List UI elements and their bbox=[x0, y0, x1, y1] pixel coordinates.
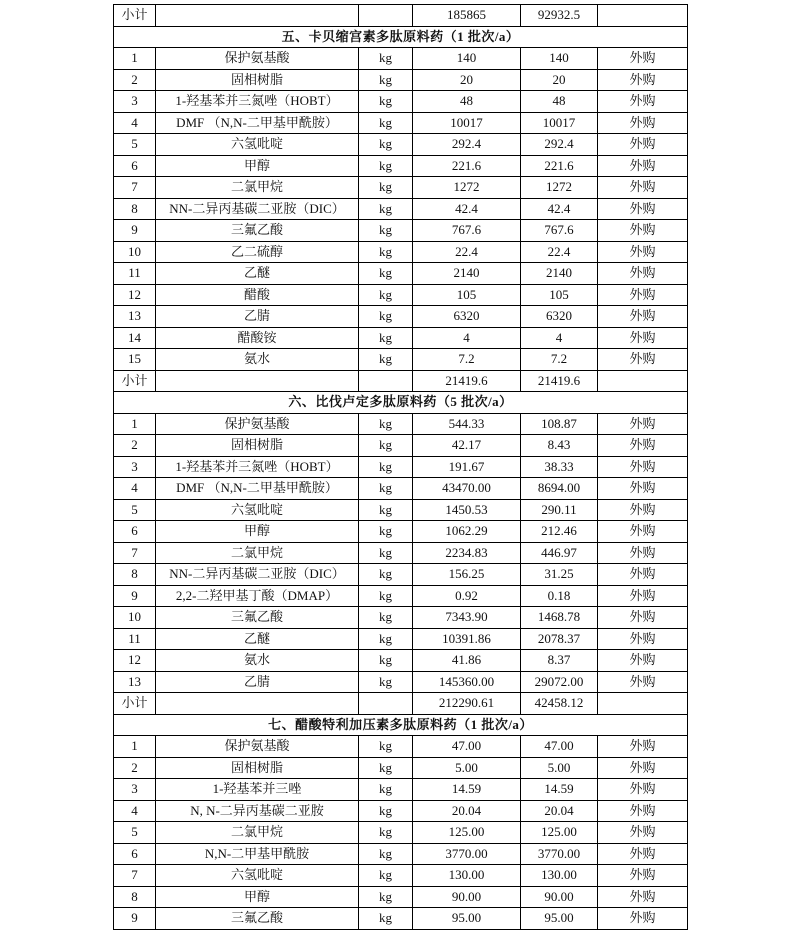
unit-cell: kg bbox=[359, 607, 413, 629]
row-number-cell: 13 bbox=[114, 671, 156, 693]
value1-cell: 42.17 bbox=[413, 435, 521, 457]
empty-unit-cell bbox=[359, 5, 413, 27]
unit-cell: kg bbox=[359, 349, 413, 371]
value2-cell: 48 bbox=[521, 91, 598, 113]
empty-unit-cell bbox=[359, 693, 413, 715]
row-number-cell: 3 bbox=[114, 456, 156, 478]
value2-cell: 5.00 bbox=[521, 757, 598, 779]
material-name-cell: 三氟乙酸 bbox=[156, 220, 359, 242]
source-cell: 外购 bbox=[598, 800, 688, 822]
value1-cell: 0.92 bbox=[413, 585, 521, 607]
unit-cell: kg bbox=[359, 284, 413, 306]
material-row bbox=[114, 628, 688, 650]
material-row bbox=[114, 865, 688, 887]
value1-cell: 2234.83 bbox=[413, 542, 521, 564]
value2-cell: 446.97 bbox=[521, 542, 598, 564]
row-number-cell: 12 bbox=[114, 650, 156, 672]
materials-table bbox=[113, 4, 688, 930]
value2-cell: 212.46 bbox=[521, 521, 598, 543]
material-row bbox=[114, 757, 688, 779]
unit-cell: kg bbox=[359, 779, 413, 801]
value2-cell: 95.00 bbox=[521, 908, 598, 930]
material-row bbox=[114, 671, 688, 693]
source-cell: 外购 bbox=[598, 263, 688, 285]
source-cell: 外购 bbox=[598, 908, 688, 930]
source-cell: 外购 bbox=[598, 435, 688, 457]
value1-cell: 105 bbox=[413, 284, 521, 306]
row-number-cell: 3 bbox=[114, 779, 156, 801]
material-name-cell: NN-二异丙基碳二亚胺（DIC） bbox=[156, 564, 359, 586]
value2-cell: 292.4 bbox=[521, 134, 598, 156]
row-number-cell: 8 bbox=[114, 564, 156, 586]
material-name-cell: N,N-二甲基甲酰胺 bbox=[156, 843, 359, 865]
material-row bbox=[114, 263, 688, 285]
empty-source-cell bbox=[598, 5, 688, 27]
value2-cell: 6320 bbox=[521, 306, 598, 328]
value2-cell: 108.87 bbox=[521, 413, 598, 435]
unit-cell: kg bbox=[359, 91, 413, 113]
value2-cell: 4 bbox=[521, 327, 598, 349]
value1-cell: 7.2 bbox=[413, 349, 521, 371]
empty-source-cell bbox=[598, 693, 688, 715]
material-name-cell: 醋酸铵 bbox=[156, 327, 359, 349]
value1-cell: 22.4 bbox=[413, 241, 521, 263]
source-cell: 外购 bbox=[598, 241, 688, 263]
source-cell: 外购 bbox=[598, 542, 688, 564]
row-number-cell: 4 bbox=[114, 112, 156, 134]
source-cell: 外购 bbox=[598, 564, 688, 586]
source-cell: 外购 bbox=[598, 779, 688, 801]
value1-cell: 140 bbox=[413, 48, 521, 70]
material-row bbox=[114, 886, 688, 908]
row-number-cell: 15 bbox=[114, 349, 156, 371]
subtotal-label-cell: 小计 bbox=[114, 5, 156, 27]
row-number-cell: 1 bbox=[114, 736, 156, 758]
value1-cell: 10391.86 bbox=[413, 628, 521, 650]
material-name-cell: 甲醇 bbox=[156, 155, 359, 177]
materials-table-body bbox=[114, 5, 688, 930]
value1-cell: 3770.00 bbox=[413, 843, 521, 865]
value1-cell: 125.00 bbox=[413, 822, 521, 844]
subtotal-value1-cell: 185865 bbox=[413, 5, 521, 27]
unit-cell: kg bbox=[359, 69, 413, 91]
value1-cell: 544.33 bbox=[413, 413, 521, 435]
value2-cell: 0.18 bbox=[521, 585, 598, 607]
material-row bbox=[114, 736, 688, 758]
value2-cell: 8694.00 bbox=[521, 478, 598, 500]
source-cell: 外购 bbox=[598, 349, 688, 371]
unit-cell: kg bbox=[359, 736, 413, 758]
material-name-cell: 甲醇 bbox=[156, 886, 359, 908]
row-number-cell: 13 bbox=[114, 306, 156, 328]
value2-cell: 221.6 bbox=[521, 155, 598, 177]
empty-name-cell bbox=[156, 693, 359, 715]
source-cell: 外购 bbox=[598, 628, 688, 650]
value2-cell: 767.6 bbox=[521, 220, 598, 242]
source-cell: 外购 bbox=[598, 757, 688, 779]
source-cell: 外购 bbox=[598, 48, 688, 70]
value1-cell: 2140 bbox=[413, 263, 521, 285]
unit-cell: kg bbox=[359, 478, 413, 500]
material-row bbox=[114, 284, 688, 306]
material-name-cell: 二氯甲烷 bbox=[156, 177, 359, 199]
section-subtotal-row bbox=[114, 370, 688, 392]
value2-cell: 42.4 bbox=[521, 198, 598, 220]
value1-cell: 5.00 bbox=[413, 757, 521, 779]
value1-cell: 43470.00 bbox=[413, 478, 521, 500]
material-name-cell: 甲醇 bbox=[156, 521, 359, 543]
source-cell: 外购 bbox=[598, 456, 688, 478]
row-number-cell: 11 bbox=[114, 628, 156, 650]
section-header-row bbox=[114, 26, 688, 48]
material-name-cell: 三氟乙酸 bbox=[156, 607, 359, 629]
unit-cell: kg bbox=[359, 650, 413, 672]
source-cell: 外购 bbox=[598, 886, 688, 908]
section-header-row bbox=[114, 392, 688, 414]
material-name-cell: 乙腈 bbox=[156, 671, 359, 693]
unit-cell: kg bbox=[359, 843, 413, 865]
subtotal-value2-cell: 92932.5 bbox=[521, 5, 598, 27]
section-title: 五、卡贝缩宫素多肽原料药（1 批次/a） bbox=[114, 26, 688, 48]
row-number-cell: 2 bbox=[114, 69, 156, 91]
value2-cell: 2140 bbox=[521, 263, 598, 285]
source-cell: 外购 bbox=[598, 671, 688, 693]
value1-cell: 191.67 bbox=[413, 456, 521, 478]
material-row bbox=[114, 220, 688, 242]
source-cell: 外购 bbox=[598, 198, 688, 220]
subtotal-label-cell: 小计 bbox=[114, 370, 156, 392]
material-row bbox=[114, 69, 688, 91]
row-number-cell: 5 bbox=[114, 499, 156, 521]
material-row bbox=[114, 349, 688, 371]
material-name-cell: 保护氨基酸 bbox=[156, 48, 359, 70]
material-name-cell: 乙醚 bbox=[156, 628, 359, 650]
unit-cell: kg bbox=[359, 241, 413, 263]
value1-cell: 95.00 bbox=[413, 908, 521, 930]
value1-cell: 6320 bbox=[413, 306, 521, 328]
source-cell: 外购 bbox=[598, 327, 688, 349]
material-row bbox=[114, 134, 688, 156]
value2-cell: 38.33 bbox=[521, 456, 598, 478]
material-row bbox=[114, 779, 688, 801]
material-name-cell: 二氯甲烷 bbox=[156, 822, 359, 844]
material-row bbox=[114, 177, 688, 199]
material-name-cell: 保护氨基酸 bbox=[156, 413, 359, 435]
material-name-cell: 二氯甲烷 bbox=[156, 542, 359, 564]
material-row bbox=[114, 435, 688, 457]
source-cell: 外购 bbox=[598, 220, 688, 242]
value2-cell: 20 bbox=[521, 69, 598, 91]
unit-cell: kg bbox=[359, 886, 413, 908]
unit-cell: kg bbox=[359, 306, 413, 328]
value2-cell: 130.00 bbox=[521, 865, 598, 887]
row-number-cell: 7 bbox=[114, 177, 156, 199]
source-cell: 外购 bbox=[598, 112, 688, 134]
material-name-cell: 乙二硫醇 bbox=[156, 241, 359, 263]
material-name-cell: 2,2-二羟甲基丁酸（DMAP） bbox=[156, 585, 359, 607]
material-name-cell: 1-羟基苯并三氮唑（HOBT） bbox=[156, 456, 359, 478]
material-name-cell: 1-羟基苯并三氮唑（HOBT） bbox=[156, 91, 359, 113]
material-row bbox=[114, 48, 688, 70]
value2-cell: 3770.00 bbox=[521, 843, 598, 865]
row-number-cell: 8 bbox=[114, 198, 156, 220]
value1-cell: 42.4 bbox=[413, 198, 521, 220]
material-name-cell: 保护氨基酸 bbox=[156, 736, 359, 758]
material-name-cell: 氨水 bbox=[156, 650, 359, 672]
unit-cell: kg bbox=[359, 48, 413, 70]
unit-cell: kg bbox=[359, 499, 413, 521]
unit-cell: kg bbox=[359, 671, 413, 693]
empty-name-cell bbox=[156, 370, 359, 392]
value1-cell: 4 bbox=[413, 327, 521, 349]
source-cell: 外购 bbox=[598, 306, 688, 328]
material-row bbox=[114, 413, 688, 435]
unit-cell: kg bbox=[359, 155, 413, 177]
material-row bbox=[114, 306, 688, 328]
row-number-cell: 7 bbox=[114, 542, 156, 564]
subtotal-label-cell: 小计 bbox=[114, 693, 156, 715]
source-cell: 外购 bbox=[598, 843, 688, 865]
value1-cell: 1272 bbox=[413, 177, 521, 199]
material-row bbox=[114, 112, 688, 134]
source-cell: 外购 bbox=[598, 499, 688, 521]
unit-cell: kg bbox=[359, 327, 413, 349]
unit-cell: kg bbox=[359, 542, 413, 564]
value2-cell: 140 bbox=[521, 48, 598, 70]
material-row bbox=[114, 585, 688, 607]
row-number-cell: 1 bbox=[114, 48, 156, 70]
source-cell: 外购 bbox=[598, 865, 688, 887]
value2-cell: 20.04 bbox=[521, 800, 598, 822]
value2-cell: 290.11 bbox=[521, 499, 598, 521]
unit-cell: kg bbox=[359, 865, 413, 887]
value2-cell: 14.59 bbox=[521, 779, 598, 801]
unit-cell: kg bbox=[359, 456, 413, 478]
unit-cell: kg bbox=[359, 435, 413, 457]
value2-cell: 7.2 bbox=[521, 349, 598, 371]
row-number-cell: 2 bbox=[114, 757, 156, 779]
row-number-cell: 10 bbox=[114, 607, 156, 629]
row-number-cell: 4 bbox=[114, 478, 156, 500]
material-name-cell: N, N-二异丙基碳二亚胺 bbox=[156, 800, 359, 822]
value1-cell: 90.00 bbox=[413, 886, 521, 908]
subtotal-value2-cell: 21419.6 bbox=[521, 370, 598, 392]
value1-cell: 20.04 bbox=[413, 800, 521, 822]
material-row bbox=[114, 327, 688, 349]
material-name-cell: 固相树脂 bbox=[156, 757, 359, 779]
empty-name-cell bbox=[156, 5, 359, 27]
material-row bbox=[114, 800, 688, 822]
material-row bbox=[114, 478, 688, 500]
unit-cell: kg bbox=[359, 800, 413, 822]
material-name-cell: DMF （N,N-二甲基甲酰胺） bbox=[156, 478, 359, 500]
empty-source-cell bbox=[598, 370, 688, 392]
value1-cell: 292.4 bbox=[413, 134, 521, 156]
value1-cell: 145360.00 bbox=[413, 671, 521, 693]
material-row bbox=[114, 198, 688, 220]
row-number-cell: 14 bbox=[114, 327, 156, 349]
unit-cell: kg bbox=[359, 521, 413, 543]
value2-cell: 90.00 bbox=[521, 886, 598, 908]
leading-subtotal-row bbox=[114, 5, 688, 27]
value1-cell: 1062.29 bbox=[413, 521, 521, 543]
source-cell: 外购 bbox=[598, 155, 688, 177]
row-number-cell: 4 bbox=[114, 800, 156, 822]
source-cell: 外购 bbox=[598, 607, 688, 629]
value1-cell: 48 bbox=[413, 91, 521, 113]
source-cell: 外购 bbox=[598, 284, 688, 306]
materials-table-container bbox=[113, 4, 687, 930]
source-cell: 外购 bbox=[598, 413, 688, 435]
material-row bbox=[114, 91, 688, 113]
material-row bbox=[114, 155, 688, 177]
source-cell: 外购 bbox=[598, 177, 688, 199]
source-cell: 外购 bbox=[598, 69, 688, 91]
material-row bbox=[114, 542, 688, 564]
subtotal-value2-cell: 42458.12 bbox=[521, 693, 598, 715]
material-row bbox=[114, 456, 688, 478]
value1-cell: 1450.53 bbox=[413, 499, 521, 521]
value1-cell: 156.25 bbox=[413, 564, 521, 586]
material-name-cell: 六氢吡啶 bbox=[156, 499, 359, 521]
row-number-cell: 9 bbox=[114, 220, 156, 242]
value2-cell: 2078.37 bbox=[521, 628, 598, 650]
unit-cell: kg bbox=[359, 908, 413, 930]
row-number-cell: 9 bbox=[114, 585, 156, 607]
section-title: 七、醋酸特利加压素多肽原料药（1 批次/a） bbox=[114, 714, 688, 736]
value1-cell: 41.86 bbox=[413, 650, 521, 672]
section-title: 六、比伐卢定多肽原料药（5 批次/a） bbox=[114, 392, 688, 414]
value2-cell: 125.00 bbox=[521, 822, 598, 844]
material-name-cell: 六氢吡啶 bbox=[156, 134, 359, 156]
value1-cell: 130.00 bbox=[413, 865, 521, 887]
row-number-cell: 6 bbox=[114, 521, 156, 543]
source-cell: 外购 bbox=[598, 478, 688, 500]
source-cell: 外购 bbox=[598, 736, 688, 758]
material-name-cell: 1-羟基苯并三唑 bbox=[156, 779, 359, 801]
material-row bbox=[114, 822, 688, 844]
unit-cell: kg bbox=[359, 757, 413, 779]
unit-cell: kg bbox=[359, 134, 413, 156]
subtotal-value1-cell: 21419.6 bbox=[413, 370, 521, 392]
section-subtotal-row bbox=[114, 693, 688, 715]
material-row bbox=[114, 843, 688, 865]
unit-cell: kg bbox=[359, 585, 413, 607]
unit-cell: kg bbox=[359, 263, 413, 285]
row-number-cell: 9 bbox=[114, 908, 156, 930]
material-name-cell: NN-二异丙基碳二亚胺（DIC） bbox=[156, 198, 359, 220]
row-number-cell: 12 bbox=[114, 284, 156, 306]
value2-cell: 22.4 bbox=[521, 241, 598, 263]
value1-cell: 20 bbox=[413, 69, 521, 91]
material-row bbox=[114, 650, 688, 672]
material-name-cell: 氨水 bbox=[156, 349, 359, 371]
row-number-cell: 8 bbox=[114, 886, 156, 908]
row-number-cell: 10 bbox=[114, 241, 156, 263]
material-row bbox=[114, 241, 688, 263]
row-number-cell: 3 bbox=[114, 91, 156, 113]
row-number-cell: 1 bbox=[114, 413, 156, 435]
source-cell: 外购 bbox=[598, 585, 688, 607]
unit-cell: kg bbox=[359, 564, 413, 586]
source-cell: 外购 bbox=[598, 822, 688, 844]
value1-cell: 14.59 bbox=[413, 779, 521, 801]
material-row bbox=[114, 607, 688, 629]
material-name-cell: 固相树脂 bbox=[156, 69, 359, 91]
section-header-row bbox=[114, 714, 688, 736]
row-number-cell: 5 bbox=[114, 822, 156, 844]
value2-cell: 29072.00 bbox=[521, 671, 598, 693]
source-cell: 外购 bbox=[598, 650, 688, 672]
value2-cell: 1272 bbox=[521, 177, 598, 199]
value1-cell: 47.00 bbox=[413, 736, 521, 758]
empty-unit-cell bbox=[359, 370, 413, 392]
row-number-cell: 6 bbox=[114, 843, 156, 865]
row-number-cell: 2 bbox=[114, 435, 156, 457]
source-cell: 外购 bbox=[598, 134, 688, 156]
value2-cell: 31.25 bbox=[521, 564, 598, 586]
unit-cell: kg bbox=[359, 822, 413, 844]
source-cell: 外购 bbox=[598, 91, 688, 113]
material-name-cell: DMF （N,N-二甲基甲酰胺） bbox=[156, 112, 359, 134]
value2-cell: 105 bbox=[521, 284, 598, 306]
row-number-cell: 5 bbox=[114, 134, 156, 156]
subtotal-value1-cell: 212290.61 bbox=[413, 693, 521, 715]
value1-cell: 221.6 bbox=[413, 155, 521, 177]
material-name-cell: 三氟乙酸 bbox=[156, 908, 359, 930]
unit-cell: kg bbox=[359, 112, 413, 134]
unit-cell: kg bbox=[359, 413, 413, 435]
value1-cell: 7343.90 bbox=[413, 607, 521, 629]
unit-cell: kg bbox=[359, 198, 413, 220]
material-name-cell: 固相树脂 bbox=[156, 435, 359, 457]
unit-cell: kg bbox=[359, 220, 413, 242]
unit-cell: kg bbox=[359, 628, 413, 650]
material-name-cell: 乙腈 bbox=[156, 306, 359, 328]
value2-cell: 10017 bbox=[521, 112, 598, 134]
material-row bbox=[114, 908, 688, 930]
row-number-cell: 11 bbox=[114, 263, 156, 285]
value2-cell: 47.00 bbox=[521, 736, 598, 758]
material-row bbox=[114, 521, 688, 543]
value1-cell: 10017 bbox=[413, 112, 521, 134]
row-number-cell: 7 bbox=[114, 865, 156, 887]
unit-cell: kg bbox=[359, 177, 413, 199]
material-row bbox=[114, 564, 688, 586]
value1-cell: 767.6 bbox=[413, 220, 521, 242]
row-number-cell: 6 bbox=[114, 155, 156, 177]
material-name-cell: 醋酸 bbox=[156, 284, 359, 306]
source-cell: 外购 bbox=[598, 521, 688, 543]
material-name-cell: 乙醚 bbox=[156, 263, 359, 285]
material-name-cell: 六氢吡啶 bbox=[156, 865, 359, 887]
value2-cell: 8.43 bbox=[521, 435, 598, 457]
value2-cell: 1468.78 bbox=[521, 607, 598, 629]
value2-cell: 8.37 bbox=[521, 650, 598, 672]
material-row bbox=[114, 499, 688, 521]
